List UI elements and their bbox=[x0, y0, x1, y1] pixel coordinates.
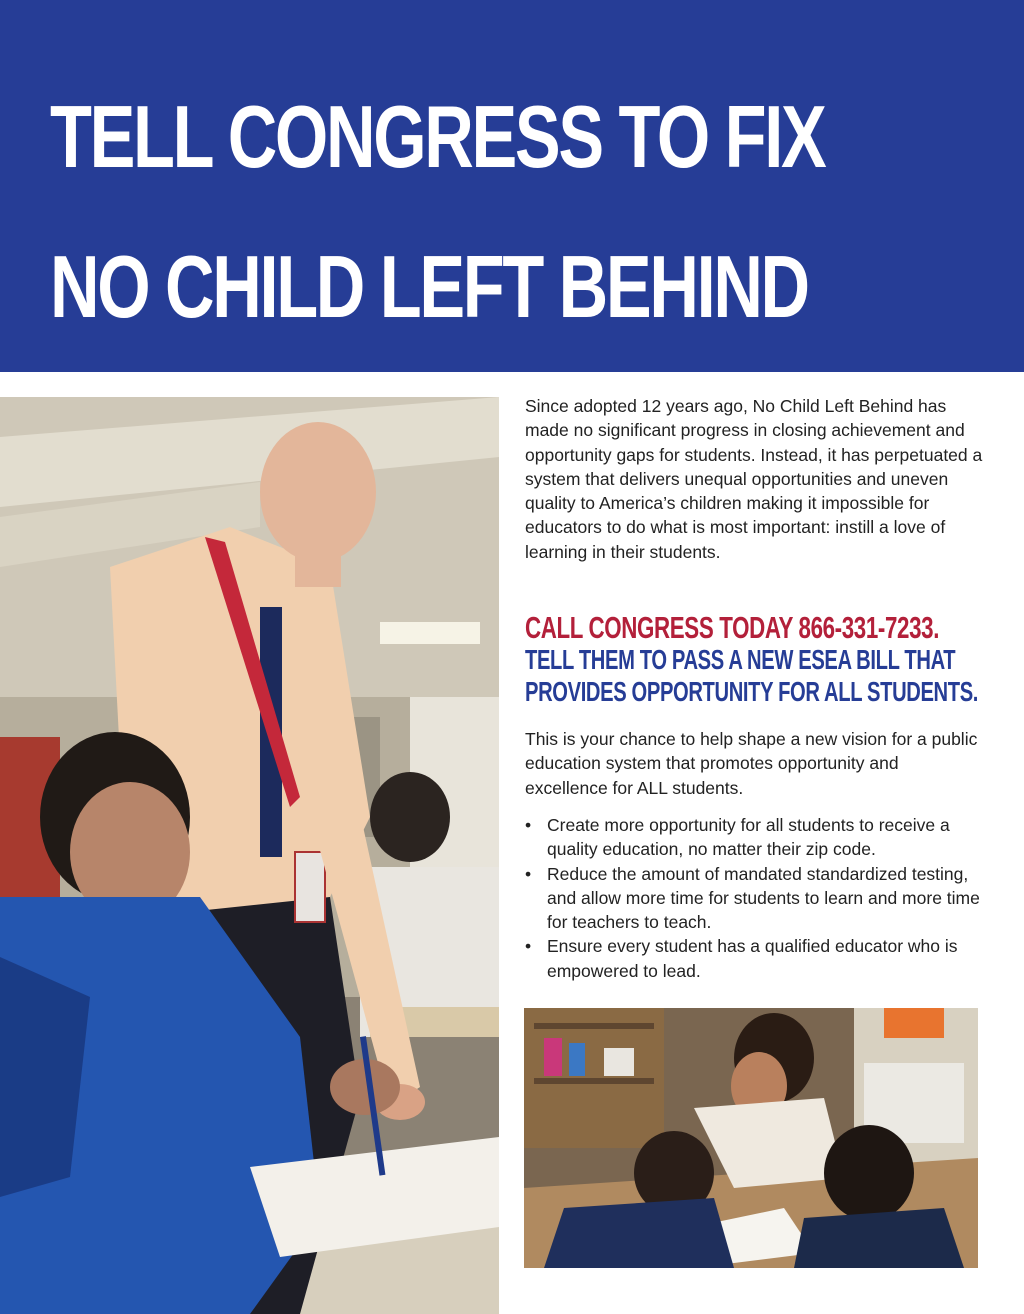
classroom-photo-students bbox=[524, 1008, 978, 1268]
headline-line-2: NO CHILD LEFT BEHIND bbox=[50, 237, 808, 336]
headline bbox=[50, 62, 825, 362]
list-item bbox=[525, 813, 985, 862]
list-item bbox=[525, 862, 985, 935]
bullet-text: Create more opportunity for all students to receive a quality education, no matter their zip code. bbox=[547, 815, 950, 860]
bullet-list bbox=[525, 813, 985, 983]
bullet-text: Reduce the amount of mandated standardized testing, and allow more time for students to learn and more time for teachers to teach. bbox=[547, 863, 980, 933]
header-banner bbox=[0, 0, 1024, 372]
cta-line-2: TELL THEM TO PASS A NEW ESEA BILL THAT bbox=[525, 644, 956, 675]
bullet-marker: • bbox=[525, 936, 532, 957]
bullet-marker: • bbox=[525, 815, 532, 835]
cta-line-3: PROVIDES OPPORTUNITY FOR ALL STUDENTS. bbox=[525, 676, 979, 707]
intro-paragraph: Since adopted 12 years ago, No Child Left Behind has made no significant progress in closing achievement and opportunity gaps for students. Instead, it has perpetuated a system that delivers unequal opportunities and uneven quality to America’s children making it impossible for educators to do what is most important: instill a love of learning in their students. bbox=[525, 396, 983, 562]
classroom-photo-teacher bbox=[0, 397, 499, 1314]
list-item bbox=[525, 934, 985, 983]
bullet-text: Ensure every student has a qualified educator who is empowered to lead. bbox=[547, 936, 958, 981]
headline-line-1: TELL CONGRESS TO FIX bbox=[50, 87, 825, 186]
vision-paragraph: This is your chance to help shape a new vision for a public education system that promotes opportunity and excellence for ALL students. bbox=[525, 729, 978, 798]
call-congress-line: CALL CONGRESS TODAY 866-331-7233. bbox=[525, 610, 940, 645]
bullet-marker: • bbox=[525, 863, 532, 884]
call-to-action bbox=[525, 612, 995, 708]
